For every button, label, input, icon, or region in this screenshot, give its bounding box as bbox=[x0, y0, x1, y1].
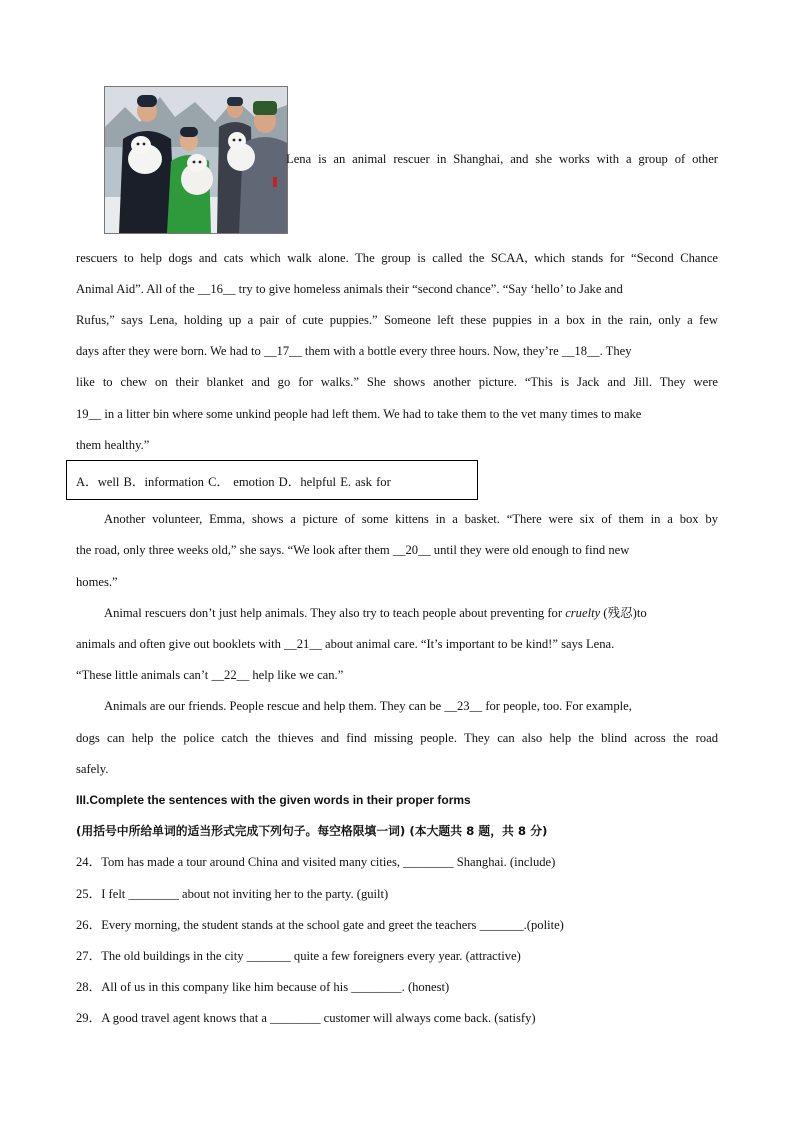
passage2-line-5: animals and often give out booklets with __21__ about animal care. “It’s important to be kind!” says Lena. bbox=[76, 637, 615, 651]
passage2-line-3: homes.” bbox=[76, 575, 118, 589]
question-26: 26．Every morning, the student stands at the school gate and greet the teachers _______.(polite) bbox=[76, 918, 564, 932]
blank-16: __16__ bbox=[197, 282, 236, 296]
blank-23: __23__ bbox=[444, 699, 483, 713]
passage2-line-6: “These little animals can’t __22__ help like we can.” bbox=[76, 668, 344, 682]
passage2-line-7: Animals are our friends. People rescue and help them. They can be __23__ for people, too. For example, bbox=[104, 699, 632, 713]
passage-line-7: 19__ in a litter bin where some unkind people had left them. We had to take them to the vet many times to make bbox=[76, 407, 642, 421]
passage2-line-8: dogs can help the police catch the thieves and find missing people. They can also help the blind across the road bbox=[76, 731, 718, 745]
rescuers-photo bbox=[104, 86, 288, 234]
section-3-subtitle: (用括号中所给单词的适当形式完成下列句子。每空格限填一词) (本大题共 8 题，共 8 分) bbox=[76, 824, 548, 838]
passage2-line-2: the road, only three weeks old,” she says. “We look after them __20__ until they were old enough to find new bbox=[76, 543, 630, 557]
question-27: 27．The old buildings in the city _______ quite a few foreigners every year. (attractive) bbox=[76, 949, 521, 963]
passage-line-6: like to chew on their blanket and go for walks.” She shows another picture. “This is Jack and Jill. They were bbox=[76, 375, 718, 389]
passage2-line-9: safely. bbox=[76, 762, 109, 776]
blank-18: __18__ bbox=[561, 344, 600, 358]
rescuers-photo-illustration bbox=[105, 87, 287, 233]
question-28: 28．All of us in this company like him because of his ________. (honest) bbox=[76, 980, 450, 994]
passage-line-1: Lena is an animal rescuer in Shanghai, and she works with a group of other bbox=[286, 152, 718, 166]
question-25: 25．I felt ________ about not inviting her to the party. (guilt) bbox=[76, 887, 389, 901]
passage-line-8: them healthy.” bbox=[76, 438, 150, 452]
blank-17: __17__ bbox=[263, 344, 302, 358]
blank-19: 19__ bbox=[76, 407, 102, 421]
passage-line-3: Animal Aid”. All of the __16__ try to give homeless animals their “second chance”. “Say ‘hello’ to Jake and bbox=[76, 282, 623, 296]
passage-line-4: Rufus,” says Lena, holding up a pair of cute puppies.” Someone left these puppies in a box in the rain, only a few bbox=[76, 313, 718, 327]
blank-21: __21__ bbox=[284, 637, 322, 651]
blank-22: __22__ bbox=[211, 668, 250, 682]
section-3-title: III.Complete the sentences with the given words in their proper forms bbox=[76, 793, 471, 807]
passage2-line-1: Another volunteer, Emma, shows a picture of some kittens in a basket. “There were six of them in a box by bbox=[104, 512, 718, 526]
word-options: A．well B．information C． emotion D．helpful E. ask for bbox=[76, 475, 391, 489]
question-24: 24．Tom has made a tour around China and visited many cities, ________ Shanghai. (include) bbox=[76, 855, 556, 869]
question-29: 29．A good travel agent knows that a ________ customer will always come back. (satisfy) bbox=[76, 1011, 536, 1025]
blank-20: __20__ bbox=[392, 543, 431, 557]
passage-line-5: days after they were born. We had to __17__ them with a bottle every three hours. Now, they’re __18__. They bbox=[76, 344, 632, 358]
passage2-line-4: Animal rescuers don’t just help animals. They also try to teach people about preventing for cruelty (残忍)to bbox=[104, 606, 647, 620]
passage-line-2: rescuers to help dogs and cats which walk alone. The group is called the SCAA, which stands for “Second Chance bbox=[76, 251, 718, 265]
